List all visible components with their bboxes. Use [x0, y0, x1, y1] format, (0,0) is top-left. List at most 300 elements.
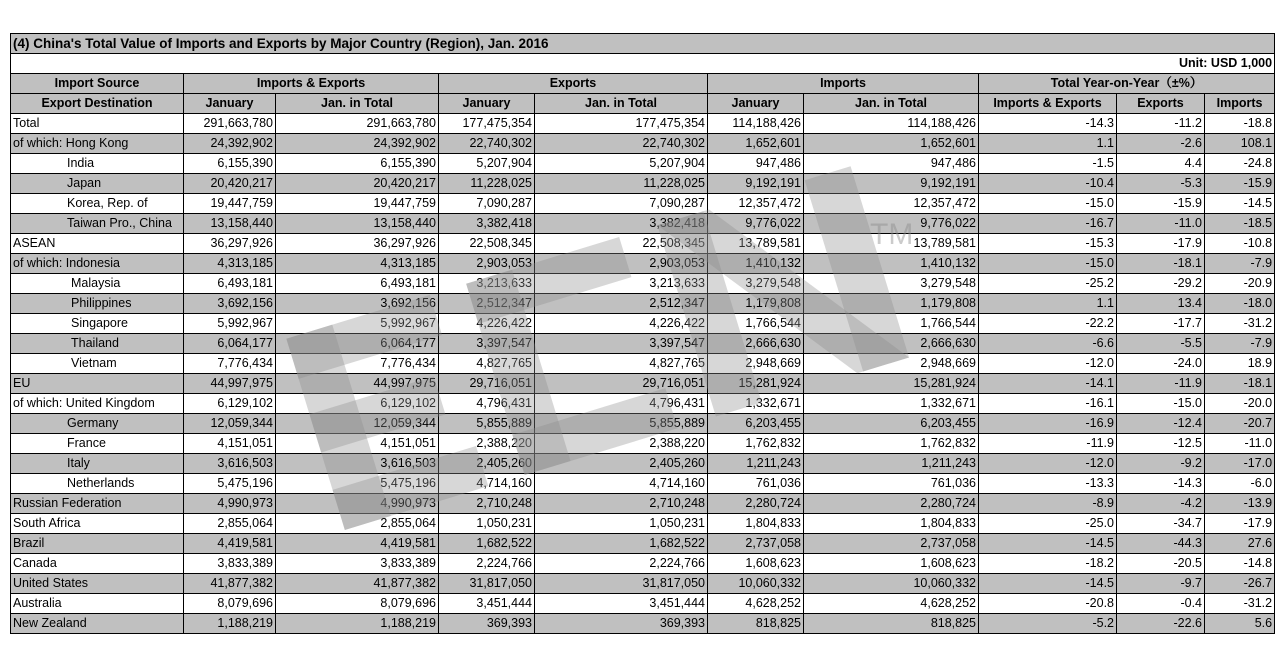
cell-im-jan-total: 2,948,669 — [804, 354, 979, 374]
cell-im-jan-total: 2,737,058 — [804, 534, 979, 554]
cell-yoy-exports: 4.4 — [1117, 154, 1205, 174]
header-im-january: January — [708, 94, 804, 114]
cell-im-january: 114,188,426 — [708, 114, 804, 134]
cell-ex-january: 11,228,025 — [439, 174, 535, 194]
cell-yoy-imports-exports: -14.3 — [979, 114, 1117, 134]
cell-ex-january: 3,213,633 — [439, 274, 535, 294]
cell-im-january: 1,410,132 — [708, 254, 804, 274]
cell-im-january: 1,211,243 — [708, 454, 804, 474]
cell-ie-jan-total: 291,663,780 — [276, 114, 439, 134]
cell-im-january: 761,036 — [708, 474, 804, 494]
cell-ex-jan-total: 11,228,025 — [535, 174, 708, 194]
cell-yoy-imports-exports: 1.1 — [979, 134, 1117, 154]
cell-ex-jan-total: 2,405,260 — [535, 454, 708, 474]
cell-ie-jan-total: 19,447,759 — [276, 194, 439, 214]
cell-yoy-exports: -15.0 — [1117, 394, 1205, 414]
cell-ex-jan-total: 177,475,354 — [535, 114, 708, 134]
cell-yoy-exports: -44.3 — [1117, 534, 1205, 554]
cell-ie-january: 7,776,434 — [184, 354, 276, 374]
cell-ex-jan-total: 2,388,220 — [535, 434, 708, 454]
cell-ex-jan-total: 22,508,345 — [535, 234, 708, 254]
cell-yoy-exports: -17.7 — [1117, 314, 1205, 334]
cell-yoy-imports: -17.9 — [1205, 514, 1275, 534]
title-row — [11, 34, 1275, 54]
cell-yoy-imports-exports: -15.3 — [979, 234, 1117, 254]
table-row — [11, 314, 1275, 334]
row-label: Korea, Rep. of — [11, 194, 184, 214]
cell-ie-january: 3,833,389 — [184, 554, 276, 574]
cell-yoy-exports: -11.0 — [1117, 214, 1205, 234]
cell-yoy-exports: 13.4 — [1117, 294, 1205, 314]
cell-yoy-imports: -24.8 — [1205, 154, 1275, 174]
cell-im-jan-total: 15,281,924 — [804, 374, 979, 394]
cell-yoy-exports: -9.2 — [1117, 454, 1205, 474]
table-row — [11, 454, 1275, 474]
cell-yoy-imports-exports: -25.0 — [979, 514, 1117, 534]
cell-im-jan-total: 947,486 — [804, 154, 979, 174]
table-row — [11, 114, 1275, 134]
cell-ie-january: 4,313,185 — [184, 254, 276, 274]
cell-im-jan-total: 1,211,243 — [804, 454, 979, 474]
table-row — [11, 534, 1275, 554]
cell-yoy-exports: -17.9 — [1117, 234, 1205, 254]
row-label: India — [11, 154, 184, 174]
cell-im-january: 10,060,332 — [708, 574, 804, 594]
row-label: United States — [11, 574, 184, 594]
cell-ie-jan-total: 6,155,390 — [276, 154, 439, 174]
cell-yoy-exports: -9.7 — [1117, 574, 1205, 594]
header-yoy-imports-exports: Imports & Exports — [979, 94, 1117, 114]
cell-ex-jan-total: 4,714,160 — [535, 474, 708, 494]
cell-ex-jan-total: 2,512,347 — [535, 294, 708, 314]
cell-yoy-imports: -13.9 — [1205, 494, 1275, 514]
cell-yoy-imports: -10.8 — [1205, 234, 1275, 254]
cell-ex-jan-total: 2,224,766 — [535, 554, 708, 574]
cell-ie-january: 41,877,382 — [184, 574, 276, 594]
cell-ie-jan-total: 12,059,344 — [276, 414, 439, 434]
cell-ie-january: 291,663,780 — [184, 114, 276, 134]
cell-ex-jan-total: 5,855,889 — [535, 414, 708, 434]
cell-yoy-imports-exports: -14.1 — [979, 374, 1117, 394]
cell-ex-january: 2,224,766 — [439, 554, 535, 574]
row-label: EU — [11, 374, 184, 394]
table-row — [11, 394, 1275, 414]
cell-ie-jan-total: 13,158,440 — [276, 214, 439, 234]
table-row — [11, 294, 1275, 314]
table-row — [11, 554, 1275, 574]
cell-im-jan-total: 2,666,630 — [804, 334, 979, 354]
cell-im-january: 3,279,548 — [708, 274, 804, 294]
cell-ex-january: 5,207,904 — [439, 154, 535, 174]
header-ie-january: January — [184, 94, 276, 114]
cell-ex-january: 1,682,522 — [439, 534, 535, 554]
cell-ie-jan-total: 6,064,177 — [276, 334, 439, 354]
cell-im-jan-total: 761,036 — [804, 474, 979, 494]
cell-yoy-imports: -18.0 — [1205, 294, 1275, 314]
cell-ie-january: 5,992,967 — [184, 314, 276, 334]
cell-yoy-exports: -5.3 — [1117, 174, 1205, 194]
cell-im-january: 2,666,630 — [708, 334, 804, 354]
cell-ie-jan-total: 3,616,503 — [276, 454, 439, 474]
cell-yoy-imports-exports: -8.9 — [979, 494, 1117, 514]
cell-yoy-imports-exports: -13.3 — [979, 474, 1117, 494]
trade-table — [10, 33, 1275, 634]
cell-im-jan-total: 818,825 — [804, 614, 979, 634]
cell-yoy-exports: -4.2 — [1117, 494, 1205, 514]
cell-ex-jan-total: 5,207,904 — [535, 154, 708, 174]
row-label: Russian Federation — [11, 494, 184, 514]
table-row — [11, 254, 1275, 274]
cell-ie-jan-total: 2,855,064 — [276, 514, 439, 534]
cell-yoy-imports: -17.0 — [1205, 454, 1275, 474]
cell-yoy-imports: 108.1 — [1205, 134, 1275, 154]
header-ie-jan-total: Jan. in Total — [276, 94, 439, 114]
cell-im-january: 1,762,832 — [708, 434, 804, 454]
cell-im-jan-total: 4,628,252 — [804, 594, 979, 614]
header-imports: Imports — [708, 74, 979, 94]
table-row — [11, 594, 1275, 614]
table-row — [11, 354, 1275, 374]
cell-ex-jan-total: 4,827,765 — [535, 354, 708, 374]
cell-im-january: 2,737,058 — [708, 534, 804, 554]
cell-ie-jan-total: 7,776,434 — [276, 354, 439, 374]
cell-im-jan-total: 1,332,671 — [804, 394, 979, 414]
header-import-source: Import Source — [11, 74, 184, 94]
cell-yoy-imports-exports: -6.6 — [979, 334, 1117, 354]
cell-ie-january: 8,079,696 — [184, 594, 276, 614]
row-label: ASEAN — [11, 234, 184, 254]
cell-ie-january: 1,188,219 — [184, 614, 276, 634]
row-label: Netherlands — [11, 474, 184, 494]
cell-im-jan-total: 10,060,332 — [804, 574, 979, 594]
header-year-on-year: Total Year-on-Year（±%） — [979, 74, 1275, 94]
cell-yoy-imports: 27.6 — [1205, 534, 1275, 554]
cell-im-jan-total: 1,804,833 — [804, 514, 979, 534]
cell-ex-jan-total: 4,226,422 — [535, 314, 708, 334]
cell-ie-january: 6,493,181 — [184, 274, 276, 294]
cell-ie-jan-total: 4,990,973 — [276, 494, 439, 514]
table-row — [11, 214, 1275, 234]
row-label: New Zealand — [11, 614, 184, 634]
cell-ie-january: 3,616,503 — [184, 454, 276, 474]
cell-yoy-exports: -15.9 — [1117, 194, 1205, 214]
cell-yoy-imports: -14.8 — [1205, 554, 1275, 574]
row-label: Japan — [11, 174, 184, 194]
header-yoy-imports: Imports — [1205, 94, 1275, 114]
cell-yoy-exports: -2.6 — [1117, 134, 1205, 154]
cell-ex-january: 29,716,051 — [439, 374, 535, 394]
cell-im-january: 6,203,455 — [708, 414, 804, 434]
cell-yoy-exports: -11.2 — [1117, 114, 1205, 134]
cell-yoy-imports-exports: -25.2 — [979, 274, 1117, 294]
cell-yoy-exports: -22.6 — [1117, 614, 1205, 634]
header-im-jan-total: Jan. in Total — [804, 94, 979, 114]
table-row — [11, 374, 1275, 394]
cell-ex-january: 177,475,354 — [439, 114, 535, 134]
cell-ie-january: 44,997,975 — [184, 374, 276, 394]
row-label: of which: Indonesia — [11, 254, 184, 274]
cell-yoy-imports-exports: -22.2 — [979, 314, 1117, 334]
cell-yoy-exports: -11.9 — [1117, 374, 1205, 394]
cell-yoy-imports-exports: -12.0 — [979, 454, 1117, 474]
cell-ie-jan-total: 6,129,102 — [276, 394, 439, 414]
cell-im-january: 12,357,472 — [708, 194, 804, 214]
table-row — [11, 194, 1275, 214]
cell-ex-jan-total: 3,451,444 — [535, 594, 708, 614]
cell-im-january: 9,192,191 — [708, 174, 804, 194]
cell-im-january: 2,948,669 — [708, 354, 804, 374]
cell-ie-january: 5,475,196 — [184, 474, 276, 494]
cell-yoy-exports: -5.5 — [1117, 334, 1205, 354]
table-row — [11, 174, 1275, 194]
header-ex-january: January — [439, 94, 535, 114]
cell-ie-january: 6,129,102 — [184, 394, 276, 414]
cell-yoy-exports: -14.3 — [1117, 474, 1205, 494]
cell-yoy-imports: 18.9 — [1205, 354, 1275, 374]
cell-yoy-imports: -20.0 — [1205, 394, 1275, 414]
cell-im-january: 818,825 — [708, 614, 804, 634]
cell-yoy-imports-exports: 1.1 — [979, 294, 1117, 314]
cell-yoy-exports: -18.1 — [1117, 254, 1205, 274]
cell-yoy-imports: -31.2 — [1205, 594, 1275, 614]
header-imports-exports: Imports & Exports — [184, 74, 439, 94]
cell-ie-january: 4,990,973 — [184, 494, 276, 514]
header-exports: Exports — [439, 74, 708, 94]
row-label: Canada — [11, 554, 184, 574]
row-label: of which: Hong Kong — [11, 134, 184, 154]
row-label: France — [11, 434, 184, 454]
cell-yoy-imports-exports: -14.5 — [979, 534, 1117, 554]
trade-table-sheet — [10, 33, 1274, 634]
cell-yoy-imports: 5.6 — [1205, 614, 1275, 634]
cell-im-jan-total: 13,789,581 — [804, 234, 979, 254]
cell-yoy-imports: -7.9 — [1205, 254, 1275, 274]
table-row — [11, 474, 1275, 494]
cell-ie-january: 13,158,440 — [184, 214, 276, 234]
cell-yoy-exports: -20.5 — [1117, 554, 1205, 574]
cell-ex-january: 2,388,220 — [439, 434, 535, 454]
cell-yoy-imports-exports: -16.1 — [979, 394, 1117, 414]
cell-ex-january: 3,397,547 — [439, 334, 535, 354]
cell-ie-jan-total: 4,151,051 — [276, 434, 439, 454]
cell-ex-january: 3,382,418 — [439, 214, 535, 234]
cell-im-jan-total: 1,762,832 — [804, 434, 979, 454]
cell-ex-jan-total: 1,050,231 — [535, 514, 708, 534]
row-label: South Africa — [11, 514, 184, 534]
cell-im-jan-total: 1,608,623 — [804, 554, 979, 574]
cell-ie-jan-total: 20,420,217 — [276, 174, 439, 194]
row-label: Malaysia — [11, 274, 184, 294]
cell-yoy-imports-exports: -18.2 — [979, 554, 1117, 574]
cell-yoy-imports-exports: -20.8 — [979, 594, 1117, 614]
cell-ex-january: 31,817,050 — [439, 574, 535, 594]
unit-label: Unit: USD 1,000 — [11, 54, 1275, 74]
cell-im-jan-total: 114,188,426 — [804, 114, 979, 134]
cell-im-january: 1,608,623 — [708, 554, 804, 574]
cell-im-jan-total: 9,192,191 — [804, 174, 979, 194]
cell-ex-jan-total: 1,682,522 — [535, 534, 708, 554]
table-row — [11, 614, 1275, 634]
cell-yoy-imports-exports: -16.9 — [979, 414, 1117, 434]
cell-ie-jan-total: 1,188,219 — [276, 614, 439, 634]
cell-ex-jan-total: 4,796,431 — [535, 394, 708, 414]
cell-ie-january: 36,297,926 — [184, 234, 276, 254]
cell-ie-jan-total: 41,877,382 — [276, 574, 439, 594]
cell-ex-january: 4,714,160 — [439, 474, 535, 494]
table-row — [11, 234, 1275, 254]
header-row-1 — [11, 74, 1275, 94]
cell-im-january: 13,789,581 — [708, 234, 804, 254]
cell-ie-january: 2,855,064 — [184, 514, 276, 534]
table-row — [11, 274, 1275, 294]
cell-yoy-imports-exports: -11.9 — [979, 434, 1117, 454]
cell-yoy-imports-exports: -14.5 — [979, 574, 1117, 594]
cell-yoy-exports: -12.5 — [1117, 434, 1205, 454]
cell-yoy-exports: -0.4 — [1117, 594, 1205, 614]
cell-yoy-imports: -6.0 — [1205, 474, 1275, 494]
cell-ie-january: 6,155,390 — [184, 154, 276, 174]
header-export-destination: Export Destination — [11, 94, 184, 114]
cell-yoy-imports-exports: -10.4 — [979, 174, 1117, 194]
cell-yoy-imports-exports: -5.2 — [979, 614, 1117, 634]
cell-im-january: 1,652,601 — [708, 134, 804, 154]
cell-ex-jan-total: 7,090,287 — [535, 194, 708, 214]
cell-im-january: 1,332,671 — [708, 394, 804, 414]
table-row — [11, 514, 1275, 534]
row-label: Thailand — [11, 334, 184, 354]
cell-im-jan-total: 1,766,544 — [804, 314, 979, 334]
cell-ex-jan-total: 2,903,053 — [535, 254, 708, 274]
table-body — [11, 34, 1275, 634]
cell-ie-jan-total: 24,392,902 — [276, 134, 439, 154]
cell-ie-january: 20,420,217 — [184, 174, 276, 194]
cell-im-jan-total: 1,410,132 — [804, 254, 979, 274]
cell-ie-january: 12,059,344 — [184, 414, 276, 434]
table-row — [11, 334, 1275, 354]
header-row-2 — [11, 94, 1275, 114]
cell-ie-jan-total: 44,997,975 — [276, 374, 439, 394]
cell-yoy-imports: -7.9 — [1205, 334, 1275, 354]
cell-im-january: 1,804,833 — [708, 514, 804, 534]
watermark-tm: TM — [870, 218, 914, 251]
cell-yoy-imports: -18.8 — [1205, 114, 1275, 134]
cell-yoy-imports: -20.9 — [1205, 274, 1275, 294]
cell-yoy-imports: -31.2 — [1205, 314, 1275, 334]
header-ex-jan-total: Jan. in Total — [535, 94, 708, 114]
cell-im-january: 2,280,724 — [708, 494, 804, 514]
cell-ie-jan-total: 3,833,389 — [276, 554, 439, 574]
cell-im-january: 1,179,808 — [708, 294, 804, 314]
cell-ie-jan-total: 5,992,967 — [276, 314, 439, 334]
cell-ex-january: 2,512,347 — [439, 294, 535, 314]
cell-ex-january: 1,050,231 — [439, 514, 535, 534]
cell-ex-january: 3,451,444 — [439, 594, 535, 614]
cell-ex-january: 2,903,053 — [439, 254, 535, 274]
row-label: Total — [11, 114, 184, 134]
cell-ex-january: 7,090,287 — [439, 194, 535, 214]
row-label: Vietnam — [11, 354, 184, 374]
cell-ie-jan-total: 4,419,581 — [276, 534, 439, 554]
cell-ex-jan-total: 369,393 — [535, 614, 708, 634]
cell-yoy-exports: -29.2 — [1117, 274, 1205, 294]
cell-im-january: 9,776,022 — [708, 214, 804, 234]
cell-yoy-imports: -14.5 — [1205, 194, 1275, 214]
cell-ie-jan-total: 36,297,926 — [276, 234, 439, 254]
row-label: of which: United Kingdom — [11, 394, 184, 414]
cell-ie-january: 24,392,902 — [184, 134, 276, 154]
cell-ex-jan-total: 29,716,051 — [535, 374, 708, 394]
table-row — [11, 154, 1275, 174]
cell-im-january: 947,486 — [708, 154, 804, 174]
cell-yoy-imports-exports: -15.0 — [979, 194, 1117, 214]
cell-ex-january: 5,855,889 — [439, 414, 535, 434]
cell-ex-january: 4,796,431 — [439, 394, 535, 414]
cell-ex-january: 4,827,765 — [439, 354, 535, 374]
cell-yoy-exports: -12.4 — [1117, 414, 1205, 434]
row-label: Australia — [11, 594, 184, 614]
row-label: Germany — [11, 414, 184, 434]
table-row — [11, 414, 1275, 434]
cell-yoy-imports: -18.5 — [1205, 214, 1275, 234]
cell-yoy-imports: -18.1 — [1205, 374, 1275, 394]
cell-im-jan-total: 6,203,455 — [804, 414, 979, 434]
table-row — [11, 574, 1275, 594]
cell-ex-jan-total: 3,213,633 — [535, 274, 708, 294]
cell-im-january: 1,766,544 — [708, 314, 804, 334]
cell-ex-jan-total: 2,710,248 — [535, 494, 708, 514]
cell-ie-january: 19,447,759 — [184, 194, 276, 214]
header-yoy-exports: Exports — [1117, 94, 1205, 114]
cell-ex-january: 2,405,260 — [439, 454, 535, 474]
row-label: Taiwan Pro., China — [11, 214, 184, 234]
cell-ie-jan-total: 5,475,196 — [276, 474, 439, 494]
cell-ie-jan-total: 6,493,181 — [276, 274, 439, 294]
cell-ie-january: 6,064,177 — [184, 334, 276, 354]
cell-ex-january: 2,710,248 — [439, 494, 535, 514]
row-label: Italy — [11, 454, 184, 474]
cell-yoy-exports: -34.7 — [1117, 514, 1205, 534]
cell-im-january: 15,281,924 — [708, 374, 804, 394]
row-label: Brazil — [11, 534, 184, 554]
cell-ex-jan-total: 3,397,547 — [535, 334, 708, 354]
cell-ie-january: 4,419,581 — [184, 534, 276, 554]
table-row — [11, 134, 1275, 154]
cell-im-jan-total: 9,776,022 — [804, 214, 979, 234]
cell-ie-january: 3,692,156 — [184, 294, 276, 314]
unit-row — [11, 54, 1275, 74]
row-label: Philippines — [11, 294, 184, 314]
cell-yoy-imports: -11.0 — [1205, 434, 1275, 454]
cell-im-jan-total: 1,652,601 — [804, 134, 979, 154]
cell-yoy-imports-exports: -15.0 — [979, 254, 1117, 274]
cell-yoy-imports: -26.7 — [1205, 574, 1275, 594]
cell-ex-january: 22,508,345 — [439, 234, 535, 254]
cell-ie-jan-total: 4,313,185 — [276, 254, 439, 274]
cell-yoy-imports: -20.7 — [1205, 414, 1275, 434]
cell-im-jan-total: 2,280,724 — [804, 494, 979, 514]
cell-im-jan-total: 1,179,808 — [804, 294, 979, 314]
cell-ie-jan-total: 3,692,156 — [276, 294, 439, 314]
cell-ex-jan-total: 3,382,418 — [535, 214, 708, 234]
cell-yoy-imports-exports: -1.5 — [979, 154, 1117, 174]
cell-ex-january: 369,393 — [439, 614, 535, 634]
cell-ex-january: 4,226,422 — [439, 314, 535, 334]
cell-ex-jan-total: 22,740,302 — [535, 134, 708, 154]
cell-yoy-imports: -15.9 — [1205, 174, 1275, 194]
cell-im-jan-total: 12,357,472 — [804, 194, 979, 214]
row-label: Singapore — [11, 314, 184, 334]
cell-yoy-imports-exports: -12.0 — [979, 354, 1117, 374]
